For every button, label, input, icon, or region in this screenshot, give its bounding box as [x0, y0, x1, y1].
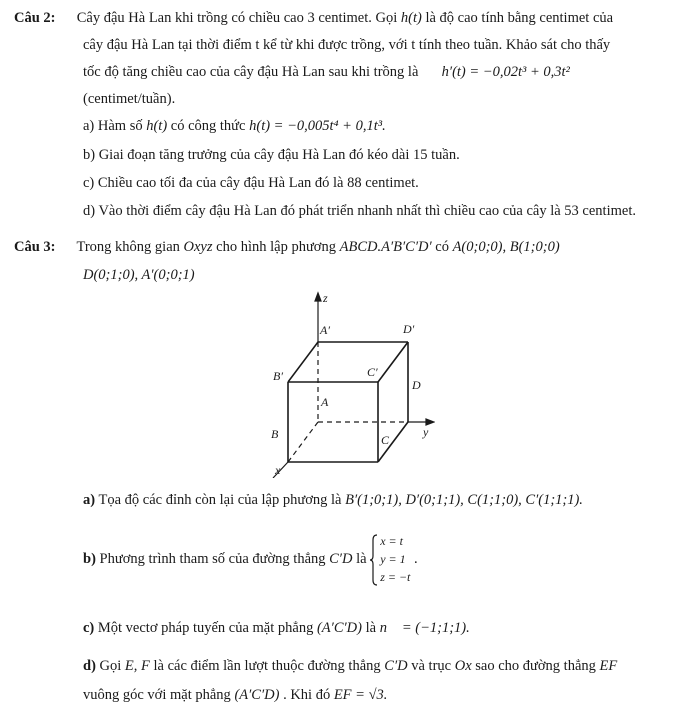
q2-a-mid: có công thức	[170, 118, 246, 134]
q2-a	[83, 117, 386, 135]
label-a: A	[321, 395, 329, 409]
q2-intro-3b: h′(t) = −0,02t³ + 0,3t²	[441, 64, 570, 80]
param-eq-x: x = t	[380, 534, 403, 548]
q3-d-1h: EF	[599, 658, 618, 674]
q3-c-text: Một vectơ pháp tuyến của mặt phẳng	[97, 620, 314, 636]
q2-d: d) Vào thời điểm cây đậu Hà Lan đó phát triển nhanh nhất thì chiều cao của cây là 53 centimet.	[83, 203, 636, 219]
q3-c	[83, 619, 470, 637]
q3-intro-1e: có	[435, 239, 449, 255]
q3-line-1	[14, 238, 560, 256]
q2-label: Câu 2:	[14, 10, 56, 26]
left-brace	[370, 534, 378, 586]
q3-c-is: là	[365, 620, 377, 636]
q3-d-line-1	[83, 657, 617, 675]
q3-intro-2: D(0;1;0), A′(0;0;1)	[83, 267, 195, 283]
q2-intro-1c: là độ cao tính bằng centimet của	[425, 10, 614, 26]
q3-b-line: C′D	[329, 551, 353, 567]
axis-z-arrow	[315, 293, 321, 301]
param-eq-z: z = −t	[380, 570, 411, 584]
q3-d-1f: Ox	[454, 658, 472, 674]
q2-intro-3a: tốc độ tăng chiều cao của cây đậu Hà Lan sau khi trồng là	[83, 64, 419, 80]
q3-b-label: b)	[83, 551, 96, 567]
q3-intro-1f: A(0;0;0), B(1;0;0)	[452, 239, 560, 255]
edge-d1-c1	[378, 342, 408, 382]
edge-a-b-hidden	[288, 422, 318, 462]
label-d: D	[412, 378, 421, 392]
q3-d-2d: EF = √3.	[333, 687, 388, 703]
param-system	[370, 532, 410, 586]
label-y: y	[423, 425, 429, 439]
cube-figure	[265, 288, 435, 478]
q3-b-is: là	[356, 551, 367, 567]
label-z: z	[323, 291, 328, 305]
q3-d-2b: (A′C′D)	[234, 687, 280, 703]
q3-b-text: Phương trình tham số của đường thẳng	[99, 551, 326, 567]
label-b: B	[271, 427, 279, 441]
label-x: x	[275, 463, 281, 477]
q3-c-vec: n⃗ = (−1;1;1).	[379, 620, 470, 636]
q3-b	[83, 532, 418, 586]
q3-d-1c: là các điểm lần lượt thuộc đường thẳng	[153, 658, 381, 674]
q2-intro-4: (centimet/tuần).	[83, 91, 176, 107]
q2-intro-1b: h(t)	[400, 10, 422, 26]
q2-a-text: a) Hàm số	[83, 118, 143, 134]
q3-c-plane: (A′C′D)	[316, 620, 362, 636]
q2-intro-2: cây đậu Hà Lan tại thời điểm t kể từ khi được trồng, với t tính theo tuần. Khảo sát cho thấy	[83, 37, 611, 53]
q3-label: Câu 3:	[14, 239, 56, 255]
edge-a1-b1	[288, 342, 318, 382]
q3-b-end: .	[414, 551, 418, 567]
q3-intro-1a: Trong không gian	[76, 239, 180, 255]
label-c: C	[381, 433, 390, 447]
param-eq-y: y = 1	[380, 552, 406, 566]
q3-d-line-2	[83, 686, 387, 704]
q3-a	[83, 491, 583, 509]
q3-a-label: a)	[83, 492, 96, 508]
q3-intro-1d: ABCD.A′B′C′D′	[339, 239, 432, 255]
label-a-prime: A′	[320, 323, 330, 337]
q3-intro-1b: Oxyz	[183, 239, 213, 255]
q3-intro-1c: cho hình lập phương	[216, 239, 336, 255]
cube-diagram	[265, 288, 435, 478]
label-b-prime: B′	[273, 369, 283, 383]
q3-a-math: B′(1;0;1), D′(0;1;1), C(1;1;0), C′(1;1;1).	[345, 492, 583, 508]
q3-d-2a: vuông góc với mặt phẳng	[83, 687, 231, 703]
q3-d-2c: . Khi đó	[283, 687, 331, 703]
q3-d-1a: Gọi	[99, 658, 122, 674]
label-d-prime: D′	[403, 322, 415, 336]
q2-line-3	[83, 63, 570, 81]
q3-d-1g: sao cho đường thẳng	[475, 658, 596, 674]
q2-b: b) Giai đoạn tăng trưởng của cây đậu Hà Lan đó kéo dài 15 tuần.	[83, 147, 460, 163]
q3-c-label: c)	[83, 620, 95, 636]
q2-a-formula: h(t) = −0,005t⁴ + 0,1t³.	[249, 118, 386, 134]
q3-d-1d: C′D	[384, 658, 408, 674]
q2-line-1	[14, 9, 613, 27]
q2-a-fn: h(t)	[146, 118, 168, 134]
q3-d-1e: và trục	[411, 658, 452, 674]
q3-a-text: Tọa độ các đỉnh còn lại của lập phương là	[98, 492, 342, 508]
q2-intro-1a: Cây đậu Hà Lan khi trồng có chiều cao 3 centimet. Gọi	[76, 10, 398, 26]
q3-d-1b: E, F	[124, 658, 150, 674]
label-c-prime: C′	[367, 365, 378, 379]
q3-d-label: d)	[83, 658, 96, 674]
q2-c: c) Chiều cao tối đa của cây đậu Hà Lan đó là 88 centimet.	[83, 175, 419, 191]
